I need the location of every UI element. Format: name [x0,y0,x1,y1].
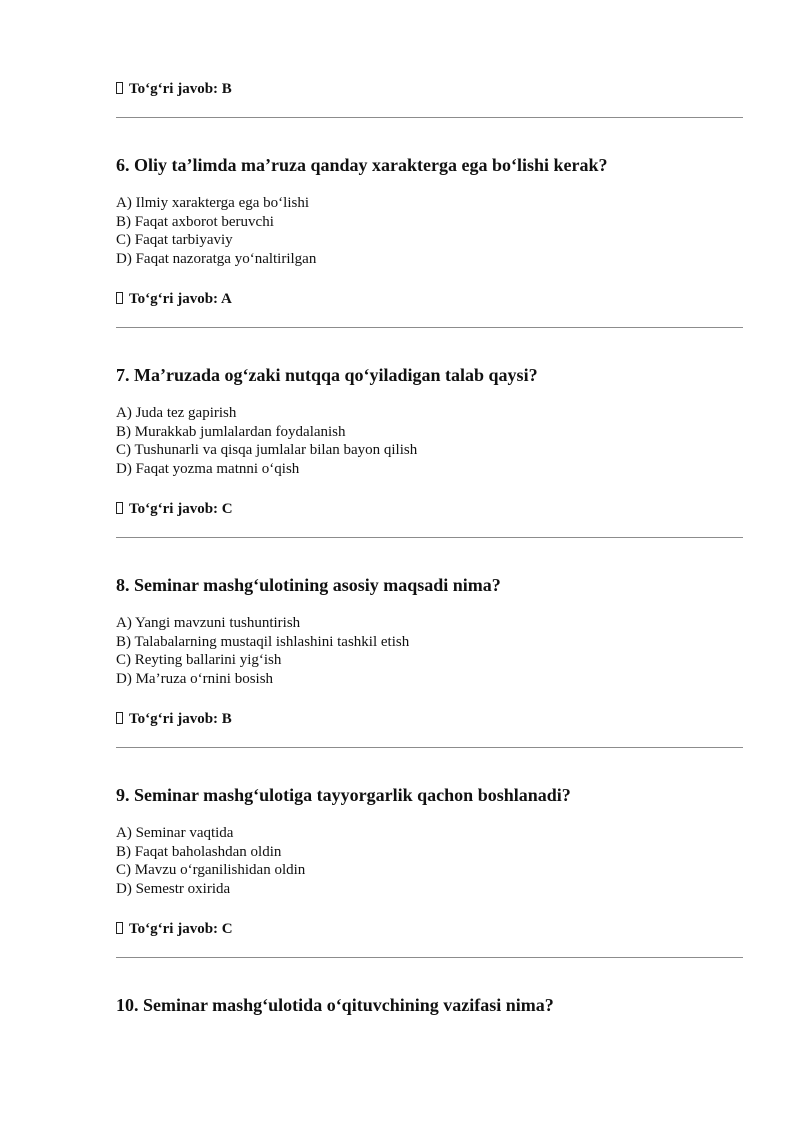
option-a: A) Ilmiy xarakterga ega bo‘lishi [116,195,309,211]
option-c: C) Faqat tarbiyaviy [116,232,233,249]
option-b: B) Faqat baholashdan oldin [116,843,282,860]
divider [116,957,743,958]
answer-prefix: To‘g‘ri javob: [129,501,219,517]
question-title: 9. Seminar mashg‘ulotiga tayyorgarlik qachon boshlanadi? [116,785,571,805]
option-a: A) Juda tez gapirish [116,405,237,421]
answer-prefix: To‘g‘ri javob: [129,711,219,727]
question-title: 8. Seminar mashg‘ulotining asosiy maqsadi nima? [116,575,501,595]
option-a: A) Seminar vaqtida [116,825,234,841]
correct-answer [116,710,232,728]
missing-glyph-icon [116,82,123,94]
option-c: C) Reyting ballarini yig‘ish [116,652,282,669]
answer-letter: B [221,711,232,727]
option-d: D) Faqat nazoratga yo‘naltirilgan [116,250,317,267]
option-list [116,194,316,268]
option-list [116,404,417,478]
answer-letter: C [221,921,233,937]
answer-letter: B [221,81,232,97]
option-b: B) Talabalarning mustaqil ishlashini tashkil etish [116,633,410,650]
divider [116,747,743,748]
question-title: 10. Seminar mashg‘ulotida o‘qituvchining vazifasi nima? [116,995,554,1015]
question-title: 7. Ma’ruzada og‘zaki nutqqa qo‘yiladigan talab qaysi? [116,365,538,385]
answer-prefix: To‘g‘ri javob: [129,921,219,937]
divider [116,327,743,328]
missing-glyph-icon [116,502,123,514]
option-b: B) Faqat axborot beruvchi [116,213,274,230]
option-list [116,824,305,898]
correct-answer [116,500,233,518]
correct-answer [116,80,232,98]
option-c: C) Mavzu o‘rganilishidan oldin [116,862,306,879]
option-d: D) Faqat yozma matnni o‘qish [116,460,300,477]
option-c: C) Tushunarli va qisqa jumlalar bilan bayon qilish [116,442,418,459]
answer-prefix: To‘g‘ri javob: [129,291,219,307]
missing-glyph-icon [116,922,123,934]
missing-glyph-icon [116,292,123,304]
missing-glyph-icon [116,712,123,724]
option-list [116,614,409,688]
answer-letter: A [220,291,232,307]
option-b: B) Murakkab jumlalardan foydalanish [116,423,346,440]
option-d: D) Ma’ruza o‘rnini bosish [116,670,274,687]
correct-answer [116,920,233,938]
correct-answer [116,290,232,308]
divider [116,117,743,118]
answer-prefix: To‘g‘ri javob: [129,81,219,97]
divider [116,537,743,538]
question-title: 6. Oliy ta’limda ma’ruza qanday xarakterga ega bo‘lishi kerak? [116,155,608,175]
answer-letter: C [221,501,233,517]
option-a: A) Yangi mavzuni tushuntirish [116,615,301,631]
option-d: D) Semestr oxirida [116,880,231,897]
